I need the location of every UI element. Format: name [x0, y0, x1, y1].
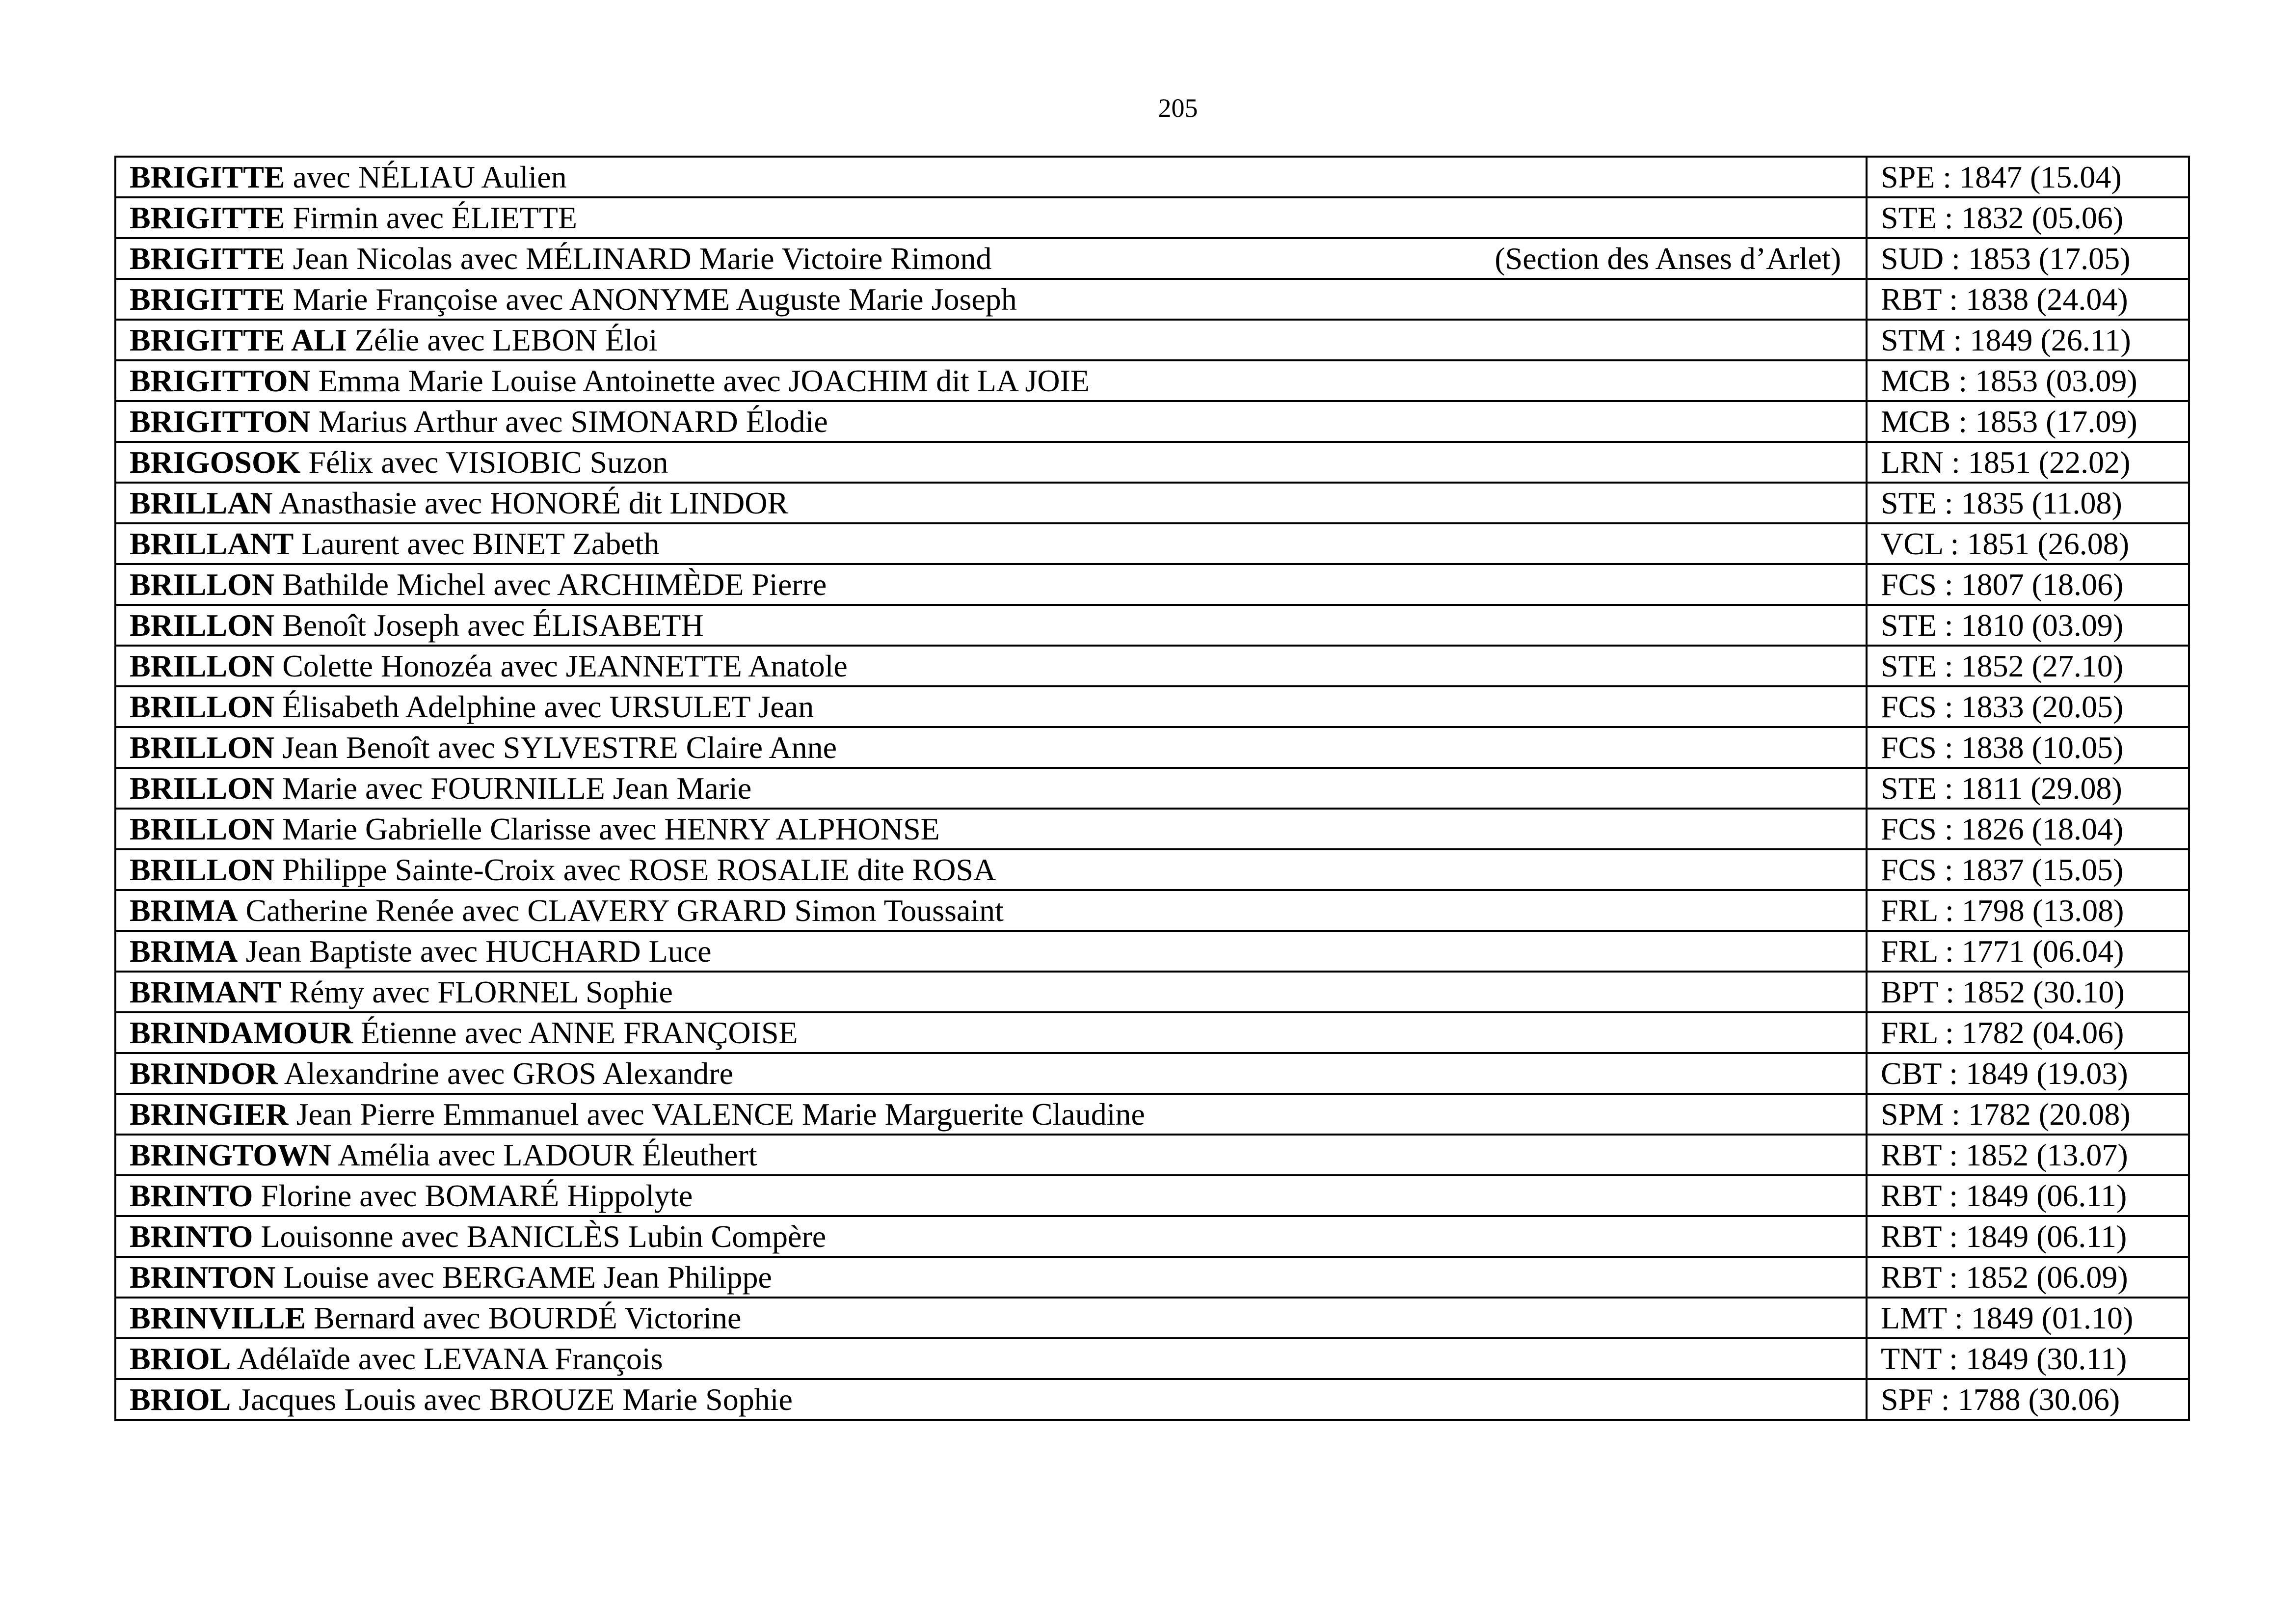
entry-text: Jean Pierre Emmanuel avec VALENCE Marie Marguerite Claudine [296, 1097, 1145, 1132]
surname: BRIGOSOK [130, 445, 301, 480]
entry-text: Amélia avec LADOUR Éleuthert [337, 1137, 757, 1172]
entry-text: Élisabeth Adelphine avec URSULET Jean [282, 689, 814, 724]
table-row [115, 197, 2189, 238]
entry-text: Laurent avec BINET Zabeth [301, 526, 660, 561]
surname: BRIMA [130, 893, 238, 928]
surname: BRILLON [130, 567, 275, 602]
table-row [115, 605, 2189, 646]
reference-cell: BPT : 1852 (30.10) [1867, 972, 2189, 1012]
reference-cell: FRL : 1771 (06.04) [1867, 931, 2189, 972]
entry-text: Alexandrine avec GROS Alexandre [284, 1056, 733, 1091]
reference-cell: FCS : 1826 (18.04) [1867, 809, 2189, 849]
entry-text: Marie avec FOURNILLE Jean Marie [282, 771, 752, 806]
surname: BRILLON [130, 608, 275, 643]
table-row [115, 320, 2189, 360]
entry-cell [115, 1257, 1867, 1298]
table-row [115, 157, 2189, 197]
entry-text: Marie Gabrielle Clarisse avec HENRY ALPHONSE [282, 812, 940, 846]
entry-text: Louise avec BERGAME Jean Philippe [283, 1260, 772, 1295]
reference-cell: RBT : 1849 (06.11) [1867, 1216, 2189, 1257]
table-row [115, 401, 2189, 442]
entry-cell [115, 1175, 1867, 1216]
entry-text: Catherine Renée avec CLAVERY GRARD Simon Toussaint [245, 893, 1004, 928]
entry-cell [115, 483, 1867, 523]
surname: BRILLON [130, 771, 275, 806]
entry-cell [115, 1379, 1867, 1420]
table-row [115, 768, 2189, 809]
entry-text: Jean Nicolas avec MÉLINARD Marie Victoire Rimond [293, 241, 992, 276]
entry-cell [115, 686, 1867, 727]
entry-cell [115, 890, 1867, 931]
reference-cell: STE : 1835 (11.08) [1867, 483, 2189, 523]
table-row [115, 1216, 2189, 1257]
table-row [115, 1053, 2189, 1094]
table-row [115, 727, 2189, 768]
entry-text: Marie Françoise avec ANONYME Auguste Marie Joseph [293, 282, 1017, 317]
reference-cell: FCS : 1838 (10.05) [1867, 727, 2189, 768]
table-row [115, 483, 2189, 523]
surname: BRILLON [130, 852, 275, 887]
entry-text: Philippe Sainte-Croix avec ROSE ROSALIE dite ROSA [282, 852, 996, 887]
surname: BRINTO [130, 1178, 253, 1213]
entry-text: Jacques Louis avec BROUZE Marie Sophie [239, 1382, 793, 1417]
entry-text: Bathilde Michel avec ARCHIMÈDE Pierre [282, 567, 827, 602]
entry-cell [115, 1216, 1867, 1257]
entry-cell [115, 809, 1867, 849]
surname: BRILLANT [130, 526, 294, 561]
surname: BRIMANT [130, 974, 282, 1009]
entry-note: (Section des Anses d’Arlet) [1495, 241, 1841, 276]
surname: BRIGITTE ALI [130, 323, 347, 357]
table-row [115, 1379, 2189, 1420]
table-row [115, 1012, 2189, 1053]
reference-cell: RBT : 1838 (24.04) [1867, 279, 2189, 320]
reference-cell: TNT : 1849 (30.11) [1867, 1338, 2189, 1379]
reference-cell: FRL : 1798 (13.08) [1867, 890, 2189, 931]
surname: BRIGITTE [130, 241, 285, 276]
surname: BRILLON [130, 689, 275, 724]
reference-cell: RBT : 1852 (13.07) [1867, 1135, 2189, 1175]
entry-text: Emma Marie Louise Antoinette avec JOACHIM dit LA JOIE [318, 363, 1090, 398]
entry-text: Colette Honozéa avec JEANNETTE Anatole [282, 649, 848, 683]
table-row [115, 809, 2189, 849]
entry-text: Marius Arthur avec SIMONARD Élodie [318, 404, 828, 439]
surname: BRIGITTE [130, 160, 285, 194]
entry-cell [115, 1338, 1867, 1379]
entry-cell [115, 238, 1867, 279]
entry-text: avec NÉLIAU Aulien [293, 160, 567, 194]
entry-text: Louisonne avec BANICLÈS Lubin Compère [261, 1219, 827, 1254]
entry-cell [115, 646, 1867, 686]
entry-cell [115, 320, 1867, 360]
entry-cell [115, 401, 1867, 442]
reference-cell: FRL : 1782 (04.06) [1867, 1012, 2189, 1053]
surname: BRIMA [130, 934, 238, 969]
entry-text: Bernard avec BOURDÉ Victorine [314, 1300, 742, 1335]
entry-cell [115, 157, 1867, 197]
table-row [115, 1175, 2189, 1216]
reference-cell: STE : 1852 (27.10) [1867, 646, 2189, 686]
surname: BRIGITTE [130, 200, 285, 235]
entry-cell [115, 523, 1867, 564]
entry-cell [115, 279, 1867, 320]
reference-cell: SPE : 1847 (15.04) [1867, 157, 2189, 197]
entry-cell [115, 972, 1867, 1012]
reference-cell: STM : 1849 (26.11) [1867, 320, 2189, 360]
surname: BRINTON [130, 1260, 276, 1295]
entry-cell [115, 360, 1867, 401]
table-row [115, 1135, 2189, 1175]
table-row [115, 686, 2189, 727]
entry-text: Rémy avec FLORNEL Sophie [289, 974, 673, 1009]
entry-cell [115, 1094, 1867, 1135]
surname: BRINVILLE [130, 1300, 306, 1335]
table-row [115, 646, 2189, 686]
surname: BRIGITTON [130, 363, 311, 398]
entry-cell [115, 727, 1867, 768]
surname: BRILLON [130, 730, 275, 765]
entry-text: Firmin avec ÉLIETTE [293, 200, 577, 235]
entry-text: Florine avec BOMARÉ Hippolyte [261, 1178, 693, 1213]
entry-cell [115, 442, 1867, 483]
entry-text: Jean Benoît avec SYLVESTRE Claire Anne [282, 730, 837, 765]
reference-cell: SPM : 1782 (20.08) [1867, 1094, 2189, 1135]
surname: BRILLON [130, 649, 275, 683]
register-body [115, 157, 2189, 1420]
entry-text: Adélaïde avec LEVANA François [237, 1341, 663, 1376]
entry-text: Félix avec VISIOBIC Suzon [308, 445, 668, 480]
reference-cell: SUD : 1853 (17.05) [1867, 238, 2189, 279]
surname: BRINDAMOUR [130, 1015, 353, 1050]
table-row [115, 1338, 2189, 1379]
table-row [115, 238, 2189, 279]
reference-cell: RBT : 1849 (06.11) [1867, 1175, 2189, 1216]
surname: BRINTO [130, 1219, 253, 1254]
entry-text: Jean Baptiste avec HUCHARD Luce [245, 934, 712, 969]
table-row [115, 1094, 2189, 1135]
surname: BRIGITTE [130, 282, 285, 317]
table-row [115, 564, 2189, 605]
marriage-register-table [114, 156, 2190, 1421]
surname: BRIOL [130, 1382, 231, 1417]
reference-cell: FCS : 1833 (20.05) [1867, 686, 2189, 727]
entry-cell [115, 849, 1867, 890]
reference-cell: RBT : 1852 (06.09) [1867, 1257, 2189, 1298]
reference-cell: FCS : 1837 (15.05) [1867, 849, 2189, 890]
surname: BRILLON [130, 812, 275, 846]
reference-cell: CBT : 1849 (19.03) [1867, 1053, 2189, 1094]
reference-cell: STE : 1810 (03.09) [1867, 605, 2189, 646]
table-row [115, 1298, 2189, 1338]
entry-cell [115, 931, 1867, 972]
entry-cell [115, 768, 1867, 809]
table-row [115, 442, 2189, 483]
reference-cell: MCB : 1853 (03.09) [1867, 360, 2189, 401]
table-row [115, 360, 2189, 401]
page-number: 205 [1158, 93, 1198, 123]
entry-cell [115, 1012, 1867, 1053]
table-row [115, 931, 2189, 972]
surname: BRIOL [130, 1341, 231, 1376]
table-row [115, 1257, 2189, 1298]
table-row [115, 523, 2189, 564]
reference-cell: LMT : 1849 (01.10) [1867, 1298, 2189, 1338]
entry-cell [115, 564, 1867, 605]
entry-cell [115, 1053, 1867, 1094]
table-row [115, 972, 2189, 1012]
surname: BRINGTOWN [130, 1137, 332, 1172]
reference-cell: STE : 1811 (29.08) [1867, 768, 2189, 809]
entry-cell [115, 1298, 1867, 1338]
entry-text: Étienne avec ANNE FRANÇOISE [361, 1015, 798, 1050]
table-row [115, 279, 2189, 320]
reference-cell: SPF : 1788 (30.06) [1867, 1379, 2189, 1420]
surname: BRINGIER [130, 1097, 289, 1132]
table-row [115, 849, 2189, 890]
entry-text: Anasthasie avec HONORÉ dit LINDOR [279, 486, 789, 520]
surname: BRILLAN [130, 486, 273, 520]
reference-cell: LRN : 1851 (22.02) [1867, 442, 2189, 483]
entry-cell [115, 197, 1867, 238]
reference-cell: STE : 1832 (05.06) [1867, 197, 2189, 238]
table-row [115, 890, 2189, 931]
surname: BRINDOR [130, 1056, 278, 1091]
reference-cell: FCS : 1807 (18.06) [1867, 564, 2189, 605]
reference-cell: MCB : 1853 (17.09) [1867, 401, 2189, 442]
entry-text: Zélie avec LEBON Éloi [354, 323, 658, 357]
entry-cell [115, 605, 1867, 646]
reference-cell: VCL : 1851 (26.08) [1867, 523, 2189, 564]
entry-text: Benoît Joseph avec ÉLISABETH [282, 608, 704, 643]
entry-cell [115, 1135, 1867, 1175]
surname: BRIGITTON [130, 404, 311, 439]
